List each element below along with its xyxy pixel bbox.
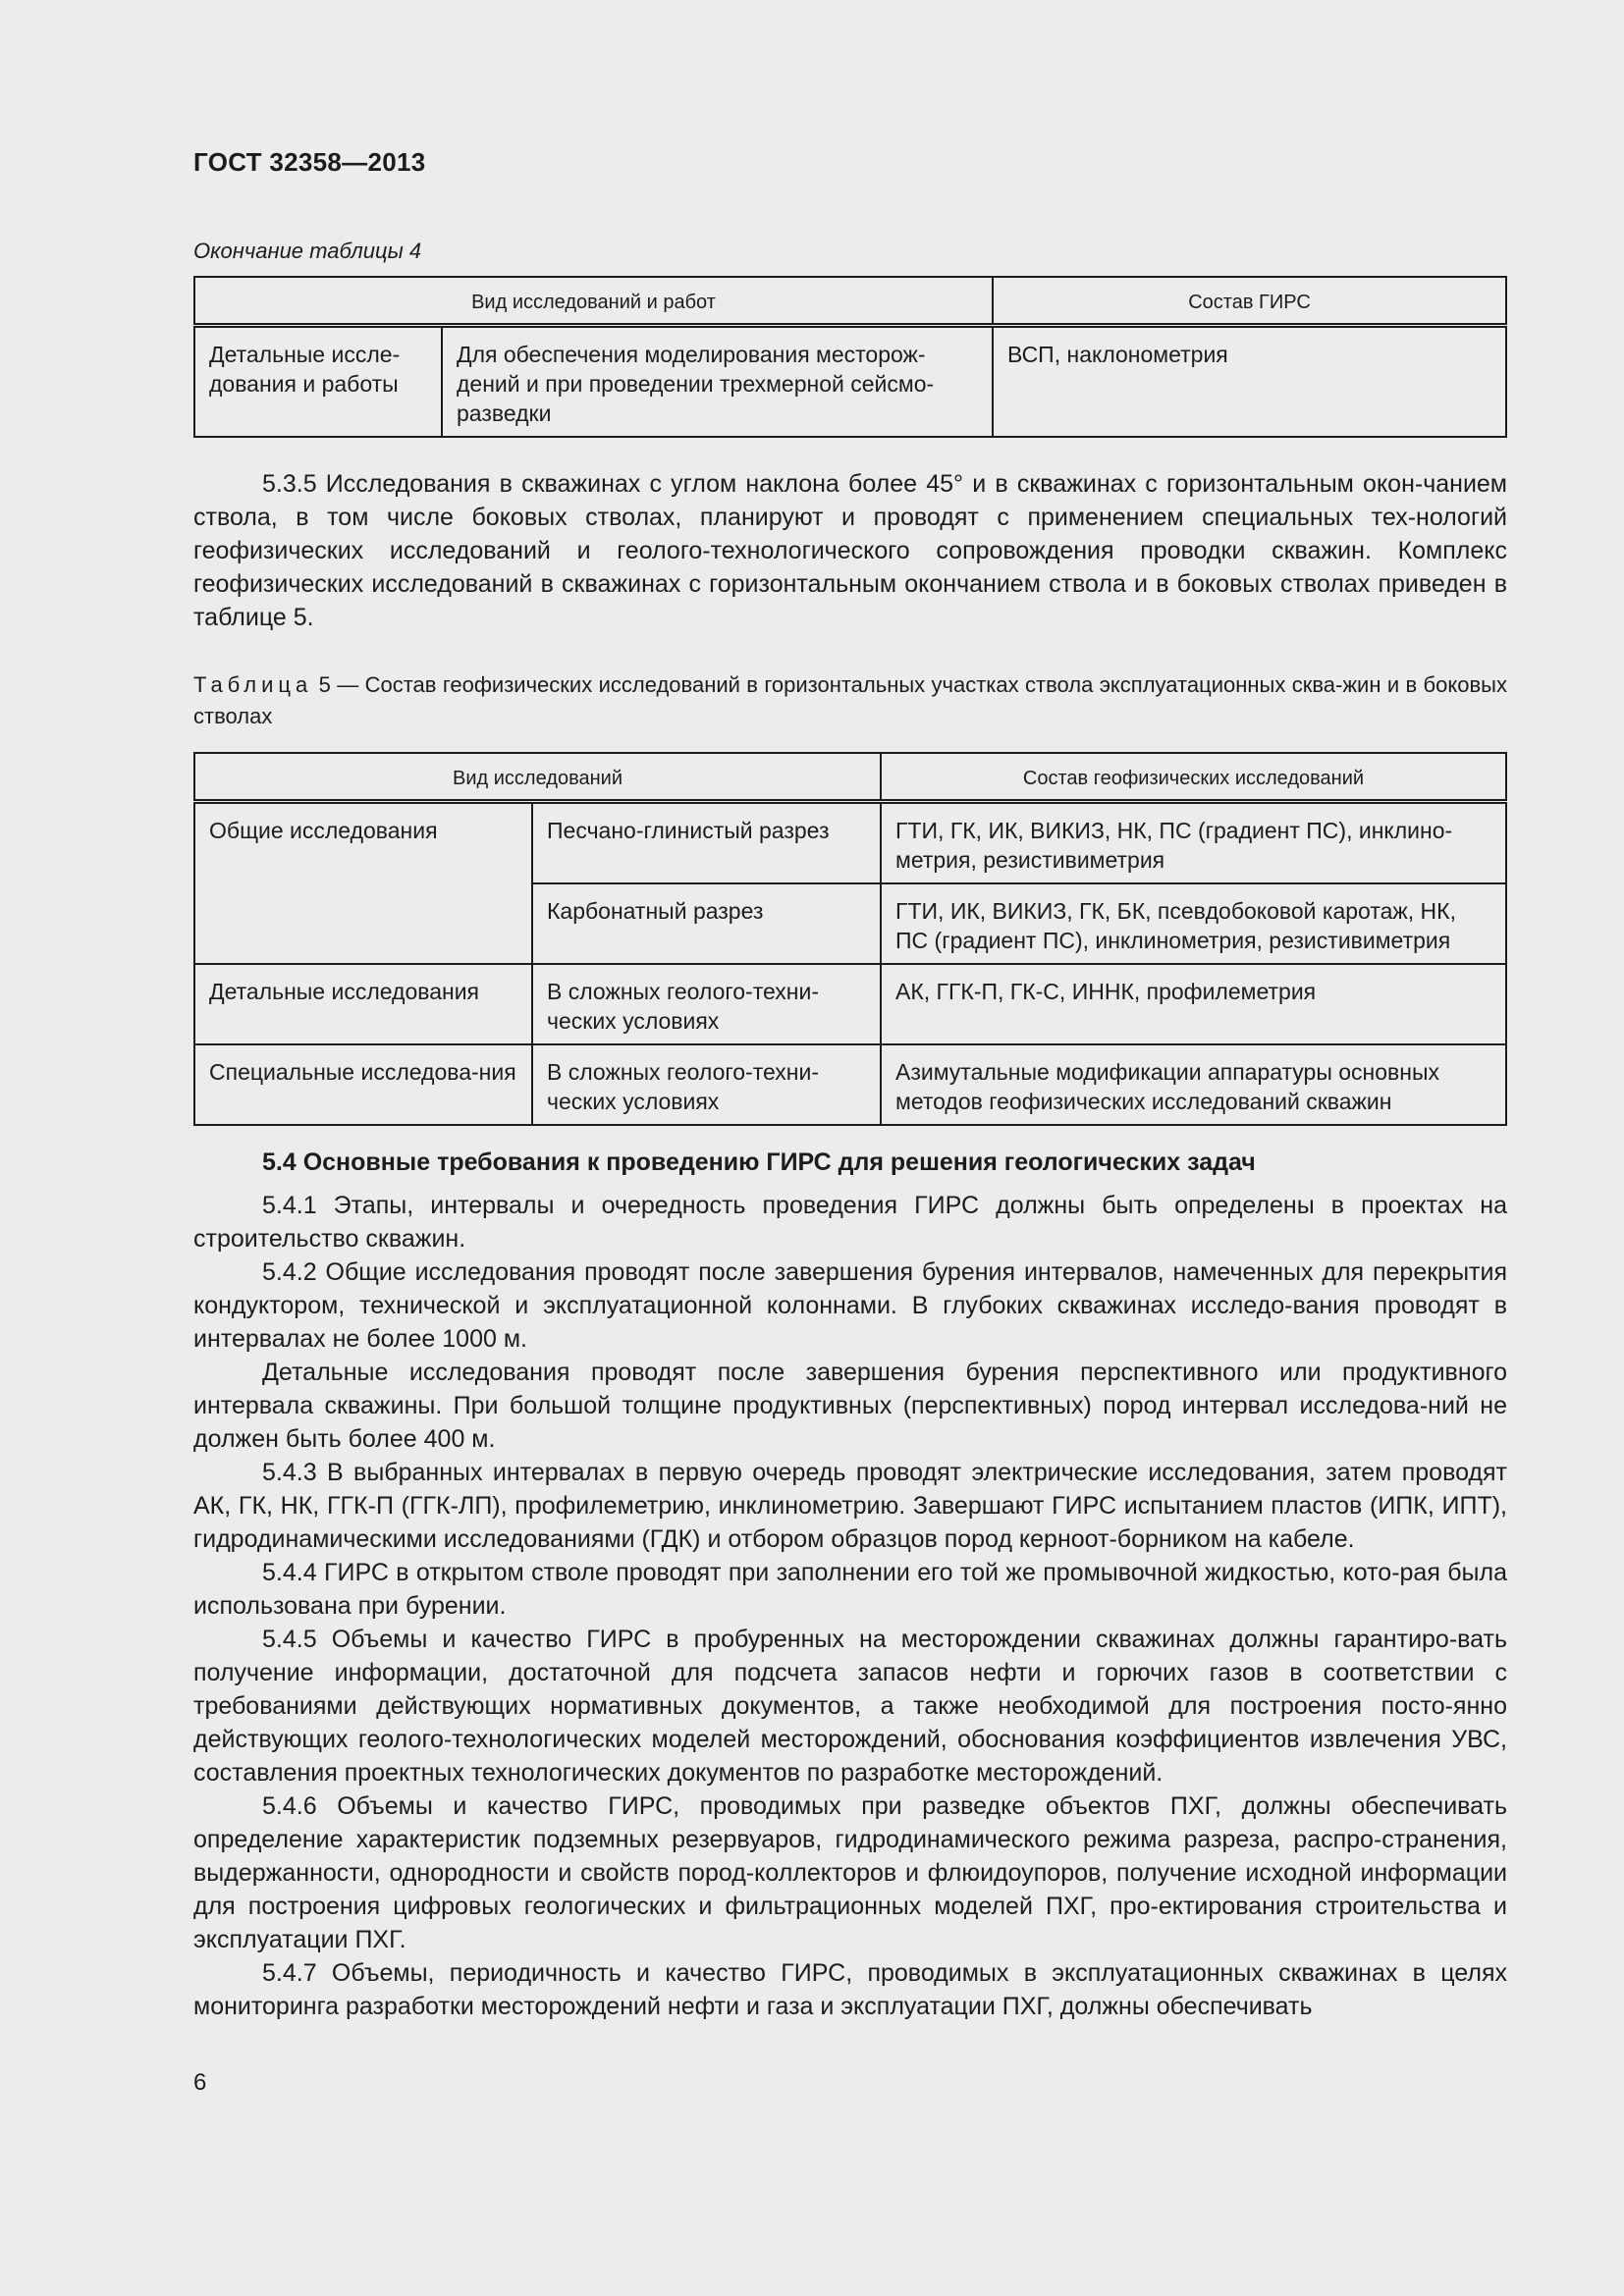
table5-cell-composition: АК, ГГК-П, ГК-С, ИННК, профилеметрия bbox=[881, 964, 1506, 1044]
paragraph-5-4-5: 5.4.5 Объемы и качество ГИРС в пробуренных на месторождении скважинах должны гарантиро-вать получение информации, достаточной для подсчета запасов нефти и горючих газов в соответствии с требованиями действующих нормативных документов, а также необходимой для построения посто-янно действующих геолого-технологических моделей месторождений, обоснования коэффициентов извлечения УВС, составления проектных технологических документов по разработке месторождений. bbox=[193, 1626, 1507, 1787]
table5-cell-composition: ГТИ, ГК, ИК, ВИКИЗ, НК, ПС (градиент ПС), инклино-метрия, резистивиметрия bbox=[881, 802, 1506, 884]
table4 bbox=[193, 276, 1507, 438]
table5-cell-section: В сложных геолого-техни-ческих условиях bbox=[532, 964, 881, 1044]
table5-cell-category: Специальные исследова-ния bbox=[194, 1044, 532, 1125]
table5-cell-category: Детальные исследования bbox=[194, 964, 532, 1044]
table-row bbox=[194, 802, 1506, 884]
table4-cell-composition: ВСП, наклонометрия bbox=[993, 326, 1506, 438]
table5-cell-composition: Азимутальные модификации аппаратуры основных методов геофизических исследований скважин bbox=[881, 1044, 1506, 1125]
document-header: ГОСТ 32358—2013 bbox=[193, 147, 426, 177]
table5-caption-label: Таблица bbox=[193, 672, 313, 697]
table5-cell-section: Карбонатный разрез bbox=[532, 883, 881, 964]
table5-cell-composition: ГТИ, ИК, ВИКИЗ, ГК, БК, псевдобоковой каротаж, НК, ПС (градиент ПС), инклинометрия, резистивиметрия bbox=[881, 883, 1506, 964]
page-number: 6 bbox=[193, 2069, 207, 2096]
table5-header-kind: Вид исследований bbox=[194, 753, 881, 802]
table-row bbox=[194, 964, 1506, 1044]
table5 bbox=[193, 752, 1507, 1126]
table5-cell-section: В сложных геолого-техни-ческих условиях bbox=[532, 1044, 881, 1125]
table4-caption: Окончание таблицы 4 bbox=[193, 239, 422, 263]
table5-caption bbox=[193, 669, 1507, 732]
paragraph-5-4-6: 5.4.6 Объемы и качество ГИРС, проводимых при разведке объектов ПХГ, должны обеспечивать определение характеристик подземных резервуаров, гидродинамического режима разреза, распро-странения, выдержанности, однородности и свойств пород-коллекторов и флюидоупоров, получение исходной информации для построения цифровых геологических и фильтрационных моделей ПХГ, про-ектирования строительства и эксплуатации ПХГ. bbox=[193, 1792, 1507, 1953]
table-row bbox=[194, 326, 1506, 438]
paragraph-5-4-2: 5.4.2 Общие исследования проводят после завершения бурения интервалов, намеченных для перекрытия кондуктором, технической и эксплуатационной колоннами. В глубоких скважинах исследо-вания проводят в интервалах не более 1000 м. bbox=[193, 1258, 1507, 1353]
table5-cell-section: Песчано-глинистый разрез bbox=[532, 802, 881, 884]
table5-header-composition: Состав геофизических исследований bbox=[881, 753, 1506, 802]
table4-cell-condition: Для обеспечения моделирования месторож-дений и при проведении трехмерной сейсмо-разведки bbox=[442, 326, 993, 438]
table5-cell-category: Общие исследования bbox=[194, 802, 532, 965]
paragraph-5-4-7: 5.4.7 Объемы, периодичность и качество ГИРС, проводимых в эксплуатационных скважинах в целях мониторинга разработки месторождений нефти и газа и эксплуатации ПХГ, должны обеспечивать bbox=[193, 1959, 1507, 2020]
paragraph-5-4-3: 5.4.3 В выбранных интервалах в первую очередь проводят электрические исследования, затем проводят АК, ГК, НК, ГГК-П (ГГК-ЛП), профилеметрию, инклинометрию. Завершают ГИРС испытанием пластов (ИПК, ИПТ), гидродинамическими исследованиями (ГДК) и отбором образцов пород керноот-борником на кабеле. bbox=[193, 1459, 1507, 1553]
table4-header-kind: Вид исследований и работ bbox=[194, 277, 993, 326]
table5-caption-number: 5 bbox=[318, 672, 331, 697]
paragraph-5-4-1: 5.4.1 Этапы, интервалы и очередность проведения ГИРС должны быть определены в проектах на строительство скважин. bbox=[193, 1192, 1507, 1253]
table4-cell-category: Детальные иссле-дования и работы bbox=[194, 326, 442, 438]
paragraph-detailed-studies: Детальные исследования проводят после завершения бурения перспективного или продуктивного интервала скважины. При большой толщине продуктивных (перспективных) пород интервал исследова-ний не должен быть более 400 м. bbox=[193, 1359, 1507, 1453]
table4-header-composition: Состав ГИРС bbox=[993, 277, 1506, 326]
paragraph-5-4-4: 5.4.4 ГИРС в открытом стволе проводят при заполнении его той же промывочной жидкостью, кото-рая была использована при бурении. bbox=[193, 1559, 1507, 1620]
section-5-4-title: 5.4 Основные требования к проведению ГИРС для решения геологических задач bbox=[262, 1148, 1256, 1176]
paragraph-5-3-5: 5.3.5 Исследования в скважинах с углом наклона более 45° и в скважинах с горизонтальным окон-чанием ствола, в том числе боковых стволах, планируют и проводят с применением специальных тех-нологий геофизических исследований и геолого-технологического сопровождения проводки скважин. Комплекс геофизических исследований в скважинах с горизонтальным окончанием ствола и в боковых стволах приведен в таблице 5. bbox=[193, 470, 1507, 631]
table5-caption-text: — Состав геофизических исследований в горизонтальных участках ствола эксплуатационных сква-жин и в боковых стволах bbox=[193, 672, 1507, 728]
table-row bbox=[194, 1044, 1506, 1125]
document-page bbox=[193, 147, 1507, 2023]
